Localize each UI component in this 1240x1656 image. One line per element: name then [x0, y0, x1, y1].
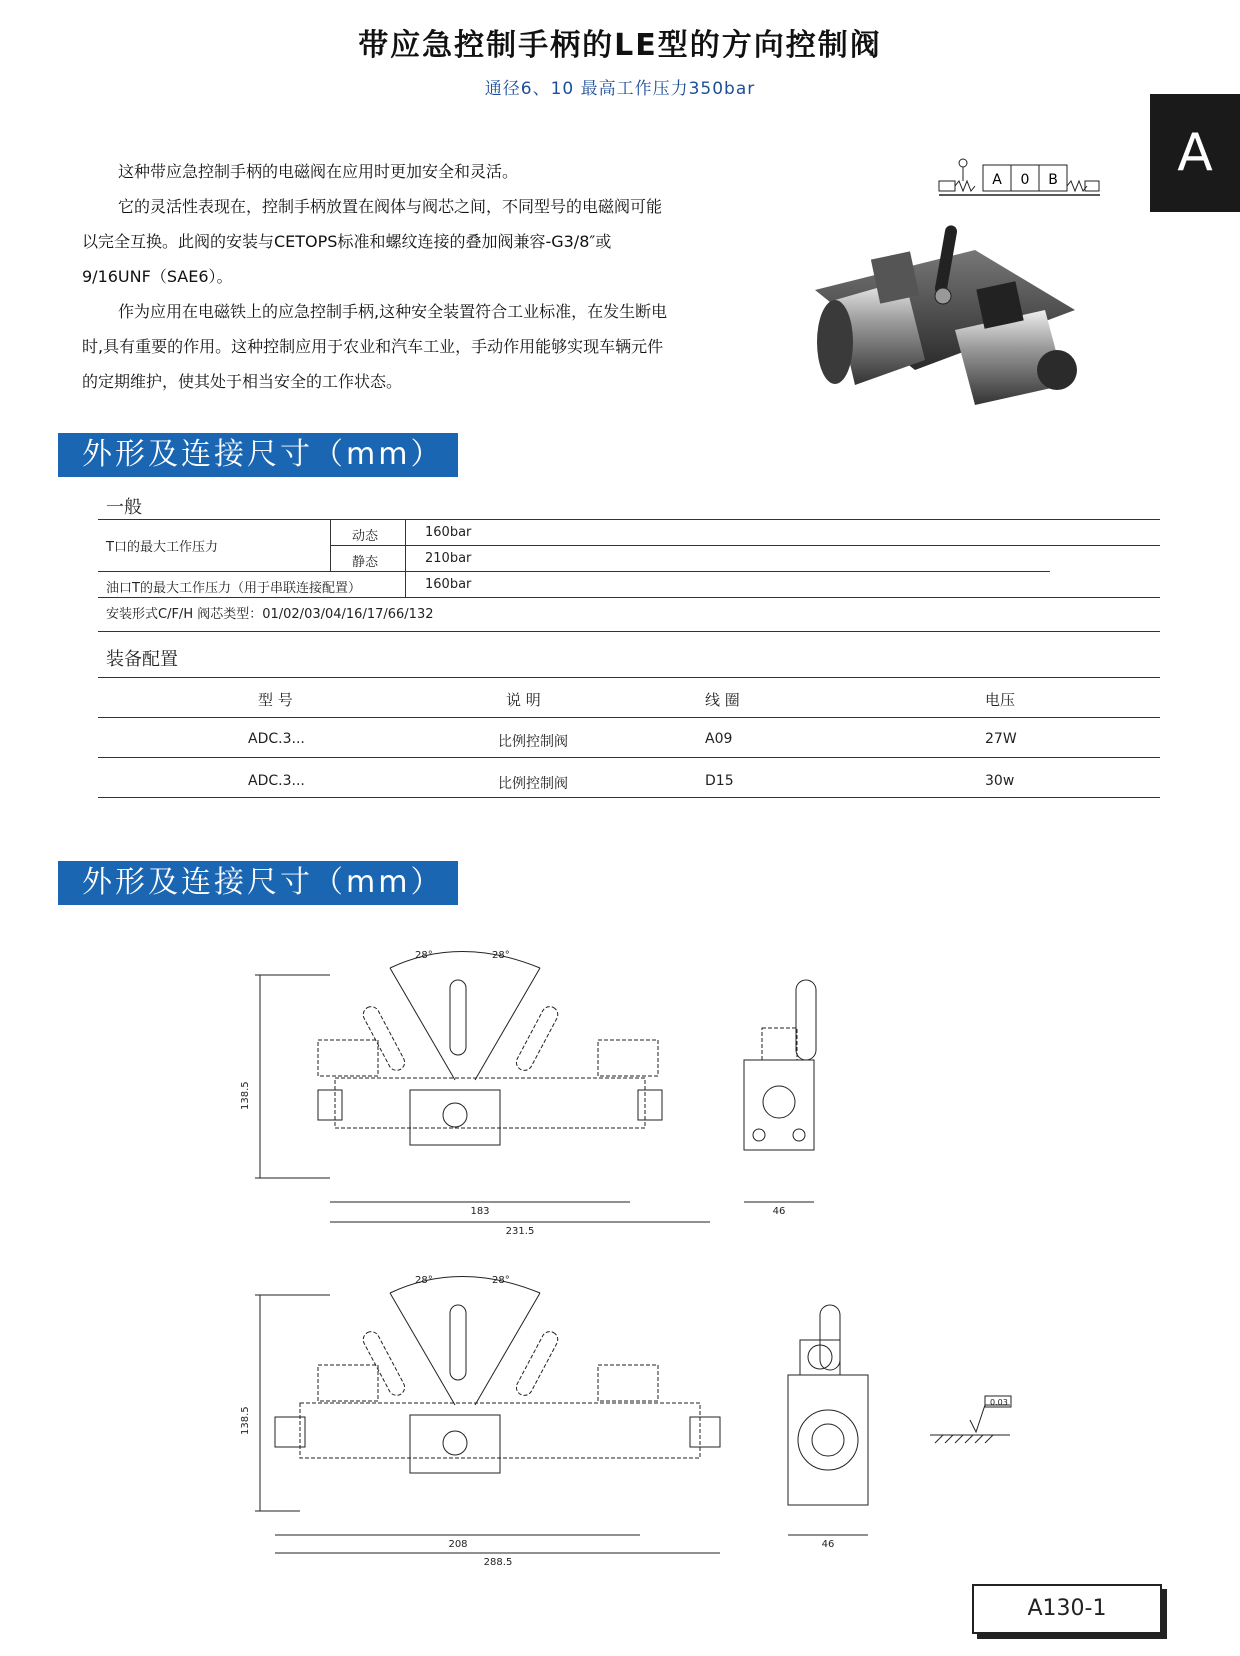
port-b: B — [1048, 172, 1058, 188]
table-cell: 比例控制阀 — [498, 776, 568, 792]
dim-total: 231.5 — [505, 1226, 535, 1237]
static-value: 210bar — [425, 551, 472, 566]
table-cell: 30w — [985, 773, 1015, 789]
valve-product-image — [775, 220, 1095, 420]
t-port-pressure-label: T口的最大工作压力 — [106, 540, 218, 555]
col-header-model: 型 号 — [258, 691, 293, 709]
dimension-drawing-1 — [240, 940, 840, 1240]
angle-left-2: 28° — [415, 1275, 433, 1286]
series-pressure-label: 油口T的最大工作压力（用于串联连接配置） — [106, 581, 361, 596]
dim-side-2: 46 — [821, 1539, 835, 1550]
port-a: A — [992, 172, 1002, 188]
valve-symbol — [935, 155, 1105, 205]
col-header-voltage: 电压 — [985, 691, 1016, 709]
general-label: 一般 — [106, 497, 142, 518]
table-cell: 比例控制阀 — [498, 734, 568, 750]
surface-finish-mark: 0.03 — [990, 1398, 1008, 1407]
table-cell: 27W — [985, 731, 1017, 747]
section-header-dimensions-2: 外形及连接尺寸（mm） — [58, 861, 458, 905]
intro-text — [82, 154, 672, 399]
table-cell: D15 — [705, 773, 734, 789]
intro-paragraph: 它的灵活性表现在，控制手柄放置在阀体与阀芯之间，不同型号的电磁阀可能以完全互换。此阀的安装与CETOPS标准和螺纹连接的叠加阀兼容-G3/8″或9/16UNF（SAE6）。 — [82, 197, 663, 286]
static-label: 静态 — [352, 555, 379, 570]
equipment-label: 装备配置 — [106, 649, 178, 670]
angle-right: 28° — [492, 950, 510, 961]
height-label: 138.5 — [240, 1081, 251, 1110]
angle-right-2: 28° — [492, 1275, 510, 1286]
dynamic-value: 160bar — [425, 525, 472, 540]
page-title: 带应急控制手柄的LE型的方向控制阀 — [358, 28, 882, 63]
col-header-coil: 线 圈 — [705, 691, 740, 709]
col-header-description: 说 明 — [506, 691, 541, 709]
page-number: A130-1 — [972, 1584, 1162, 1634]
section-tab[interactable]: A — [1150, 94, 1240, 212]
dim-side: 46 — [772, 1206, 786, 1217]
table-cell: A09 — [705, 731, 733, 747]
dimension-drawing-2 — [240, 1265, 1020, 1570]
page-subtitle: 通径6、10 最高工作压力350bar — [484, 79, 756, 99]
angle-left: 28° — [415, 950, 433, 961]
table-cell: ADC.3... — [248, 731, 305, 747]
section-header-dimensions: 外形及连接尺寸（mm） — [58, 433, 458, 477]
dim-inner: 183 — [470, 1206, 490, 1217]
series-pressure-value: 160bar — [425, 577, 472, 592]
dim-inner-2: 208 — [448, 1539, 468, 1550]
intro-paragraph: 作为应用在电磁铁上的应急控制手柄,这种安全装置符合工业标准，在发生断电时,具有重要的作用。这种控制应用于农业和汽车工业，手动作用能够实现车辆元件的定期维护，使其处于相当安全的工作状态。 — [82, 302, 668, 391]
port-0: 0 — [1020, 172, 1030, 188]
dynamic-label: 动态 — [352, 529, 379, 544]
mounting-spool-types: 安装形式C/F/H 阀芯类型：01/02/03/04/16/17/66/132 — [106, 607, 434, 622]
height-label-2: 138.5 — [240, 1406, 251, 1435]
dim-total-2: 288.5 — [483, 1557, 513, 1568]
intro-paragraph: 这种带应急控制手柄的电磁阀在应用时更加安全和灵活。 — [118, 162, 519, 181]
table-cell: ADC.3... — [248, 773, 305, 789]
